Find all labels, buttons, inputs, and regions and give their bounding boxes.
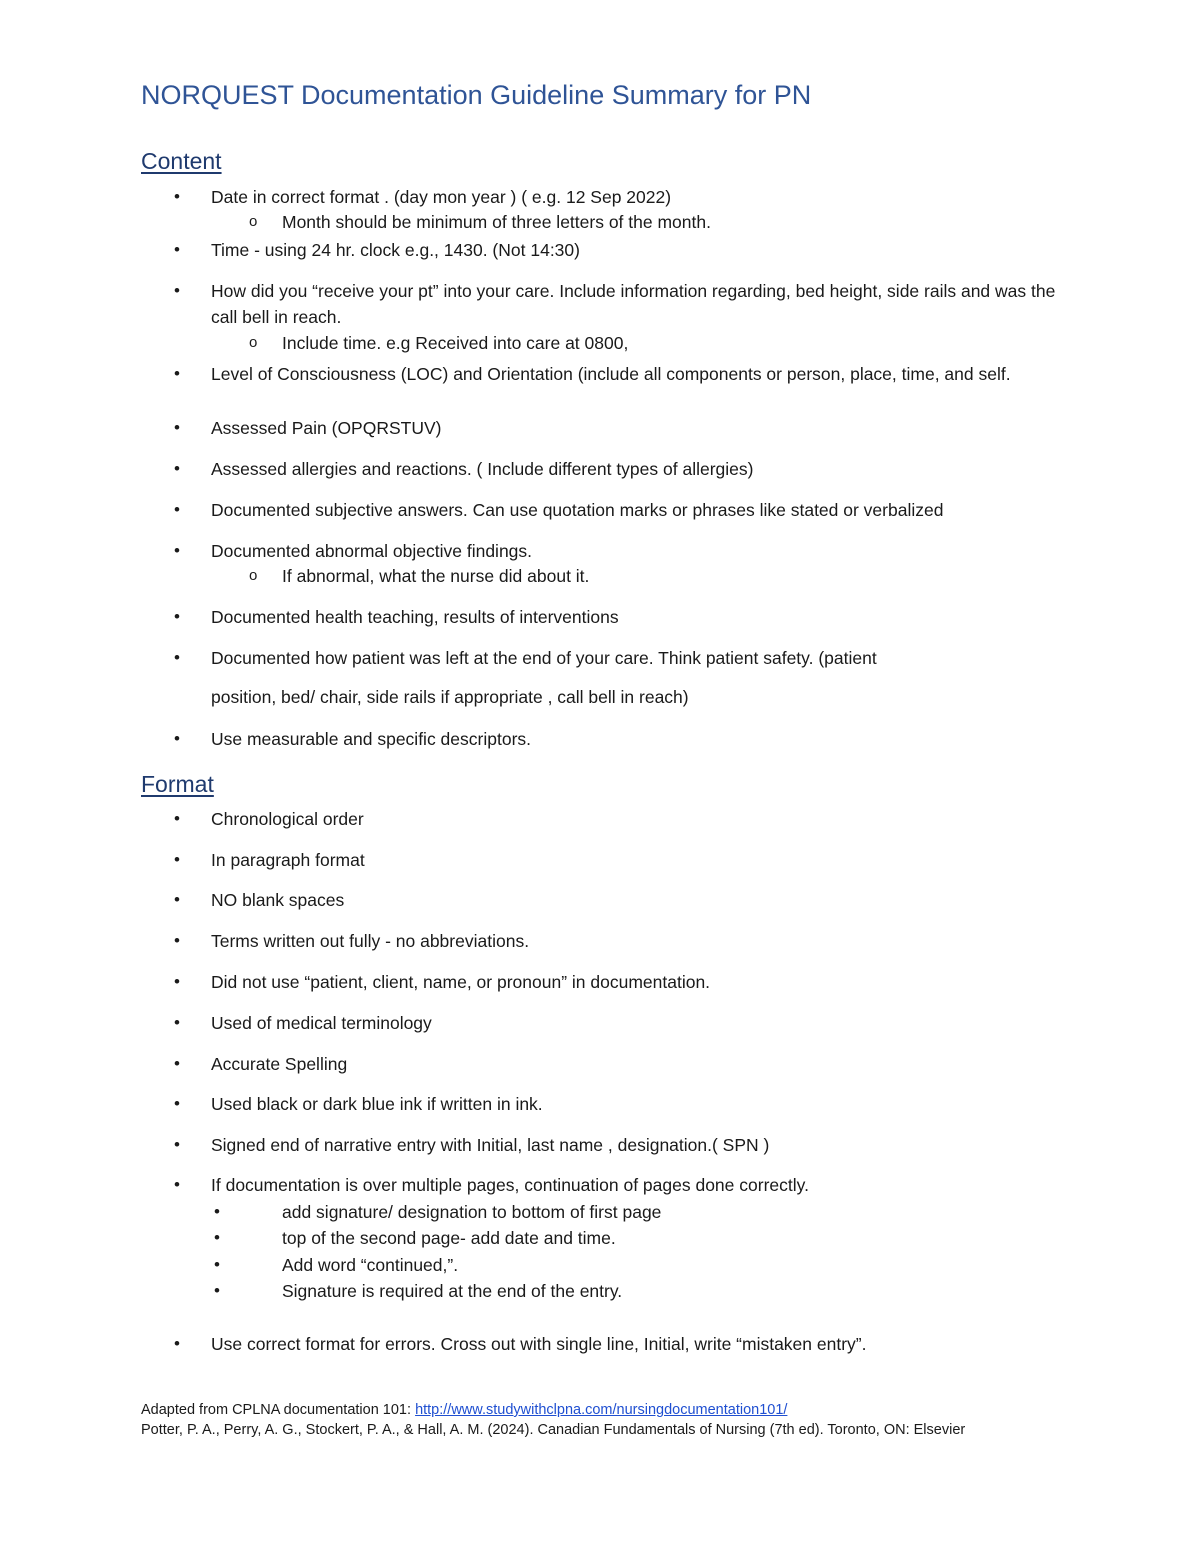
bullet-icon: • bbox=[174, 364, 180, 383]
list-item-text: Documented how patient was left at the end of your care. Think patient safety. (patient bbox=[211, 648, 877, 668]
list-item-text: How did you “receive your pt” into your care. Include information regarding, bed height, side rails and was the call bell in reach. bbox=[211, 281, 1056, 327]
sub-list-item-text: top of the second page- add date and time. bbox=[282, 1228, 616, 1248]
list-item-text: Use measurable and specific descriptors. bbox=[211, 729, 532, 749]
bullet-icon: • bbox=[174, 240, 180, 259]
list-item-text: Accurate Spelling bbox=[211, 1054, 348, 1074]
bullet-icon: • bbox=[214, 1281, 220, 1300]
list-item-text: Used of medical terminology bbox=[211, 1013, 432, 1033]
bullet-icon: • bbox=[174, 281, 180, 300]
bullet-icon: • bbox=[174, 729, 180, 748]
list-item-text: Assessed Pain (OPQRSTUV) bbox=[211, 418, 442, 438]
section-heading-format: Format bbox=[141, 771, 214, 797]
footer-adapted-line bbox=[141, 1400, 787, 1420]
bullet-icon: • bbox=[214, 1228, 220, 1247]
footer-adapted-prefix: Adapted from CPLNA documentation 101: bbox=[141, 1402, 416, 1418]
list-item-text: Signed end of narrative entry with Initial, last name , designation.( SPN ) bbox=[211, 1135, 770, 1155]
list-item-text: Use correct format for errors. Cross out with single line, Initial, write “mistaken entry”. bbox=[211, 1334, 867, 1354]
footer-citation: Potter, P. A., Perry, A. G., Stockert, P. A., & Hall, A. M. (2024). Canadian Fundamentals of Nursing (7th ed). Toronto, ON: Elsevier bbox=[141, 1422, 966, 1438]
sub-list-item-text: Add word “continued,”. bbox=[282, 1255, 459, 1275]
sub-list-item-text: add signature/ designation to bottom of first page bbox=[282, 1202, 662, 1222]
list-item-text: In paragraph format bbox=[211, 850, 365, 870]
bullet-icon: • bbox=[174, 1013, 180, 1032]
list-item-text: NO blank spaces bbox=[211, 890, 345, 910]
bullet-icon: • bbox=[174, 972, 180, 991]
list-item-text: Chronological order bbox=[211, 809, 364, 829]
list-item-text: Did not use “patient, client, name, or pronoun” in documentation. bbox=[211, 972, 711, 992]
bullet-icon: • bbox=[174, 1135, 180, 1154]
list-item-text: Date in correct format . (day mon year ) ( e.g. 12 Sep 2022) bbox=[211, 187, 672, 207]
bullet-icon: • bbox=[214, 1202, 220, 1221]
bullet-icon: • bbox=[174, 459, 180, 478]
bullet-icon: • bbox=[214, 1255, 220, 1274]
sub-list-item-text: If abnormal, what the nurse did about it. bbox=[282, 566, 590, 586]
sub-list-item-text: Month should be minimum of three letters of the month. bbox=[282, 212, 711, 232]
bullet-icon: • bbox=[174, 809, 180, 828]
bullet-icon: • bbox=[174, 1334, 180, 1353]
list-item-text: Documented health teaching, results of interventions bbox=[211, 607, 619, 627]
sub-list-item-text: Signature is required at the end of the entry. bbox=[282, 1281, 623, 1301]
bullet-icon: • bbox=[174, 850, 180, 869]
list-item-text: Used black or dark blue ink if written in ink. bbox=[211, 1094, 543, 1114]
circle-bullet-icon: o bbox=[249, 567, 258, 584]
bullet-icon: • bbox=[174, 1175, 180, 1194]
list-item-text: Assessed allergies and reactions. ( Include different types of allergies) bbox=[211, 459, 754, 479]
list-item-text: position, bed/ chair, side rails if appropriate , call bell in reach) bbox=[211, 687, 689, 707]
section-heading-content: Content bbox=[141, 148, 222, 174]
bullet-icon: • bbox=[174, 607, 180, 626]
sub-list-item-text: Include time. e.g Received into care at 0800, bbox=[282, 333, 629, 353]
bullet-icon: • bbox=[174, 500, 180, 519]
document-title: NORQUEST Documentation Guideline Summary for PN bbox=[141, 80, 812, 110]
bullet-icon: • bbox=[174, 890, 180, 909]
bullet-icon: • bbox=[174, 648, 180, 667]
list-item-text: Documented abnormal objective findings. bbox=[211, 541, 533, 561]
list-item-text: If documentation is over multiple pages, continuation of pages done correctly. bbox=[211, 1175, 809, 1195]
list-item-text: Documented subjective answers. Can use quotation marks or phrases like stated or verbalized bbox=[211, 500, 944, 520]
bullet-icon: • bbox=[174, 1094, 180, 1113]
list-item-text: Level of Consciousness (LOC) and Orientation (include all components or person, place, time, and self. bbox=[211, 364, 1011, 384]
bullet-icon: • bbox=[174, 187, 180, 206]
circle-bullet-icon: o bbox=[249, 213, 258, 230]
list-item-text: Time - using 24 hr. clock e.g., 1430. (Not 14:30) bbox=[211, 240, 580, 260]
circle-bullet-icon: o bbox=[249, 334, 258, 351]
bullet-icon: • bbox=[174, 1054, 180, 1073]
source-link[interactable]: http://www.studywithclpna.com/nursingdocumentation101/ bbox=[415, 1402, 788, 1418]
bullet-icon: • bbox=[174, 541, 180, 560]
bullet-icon: • bbox=[174, 931, 180, 950]
list-item-text: Terms written out fully - no abbreviations. bbox=[211, 931, 530, 951]
bullet-icon: • bbox=[174, 418, 180, 437]
